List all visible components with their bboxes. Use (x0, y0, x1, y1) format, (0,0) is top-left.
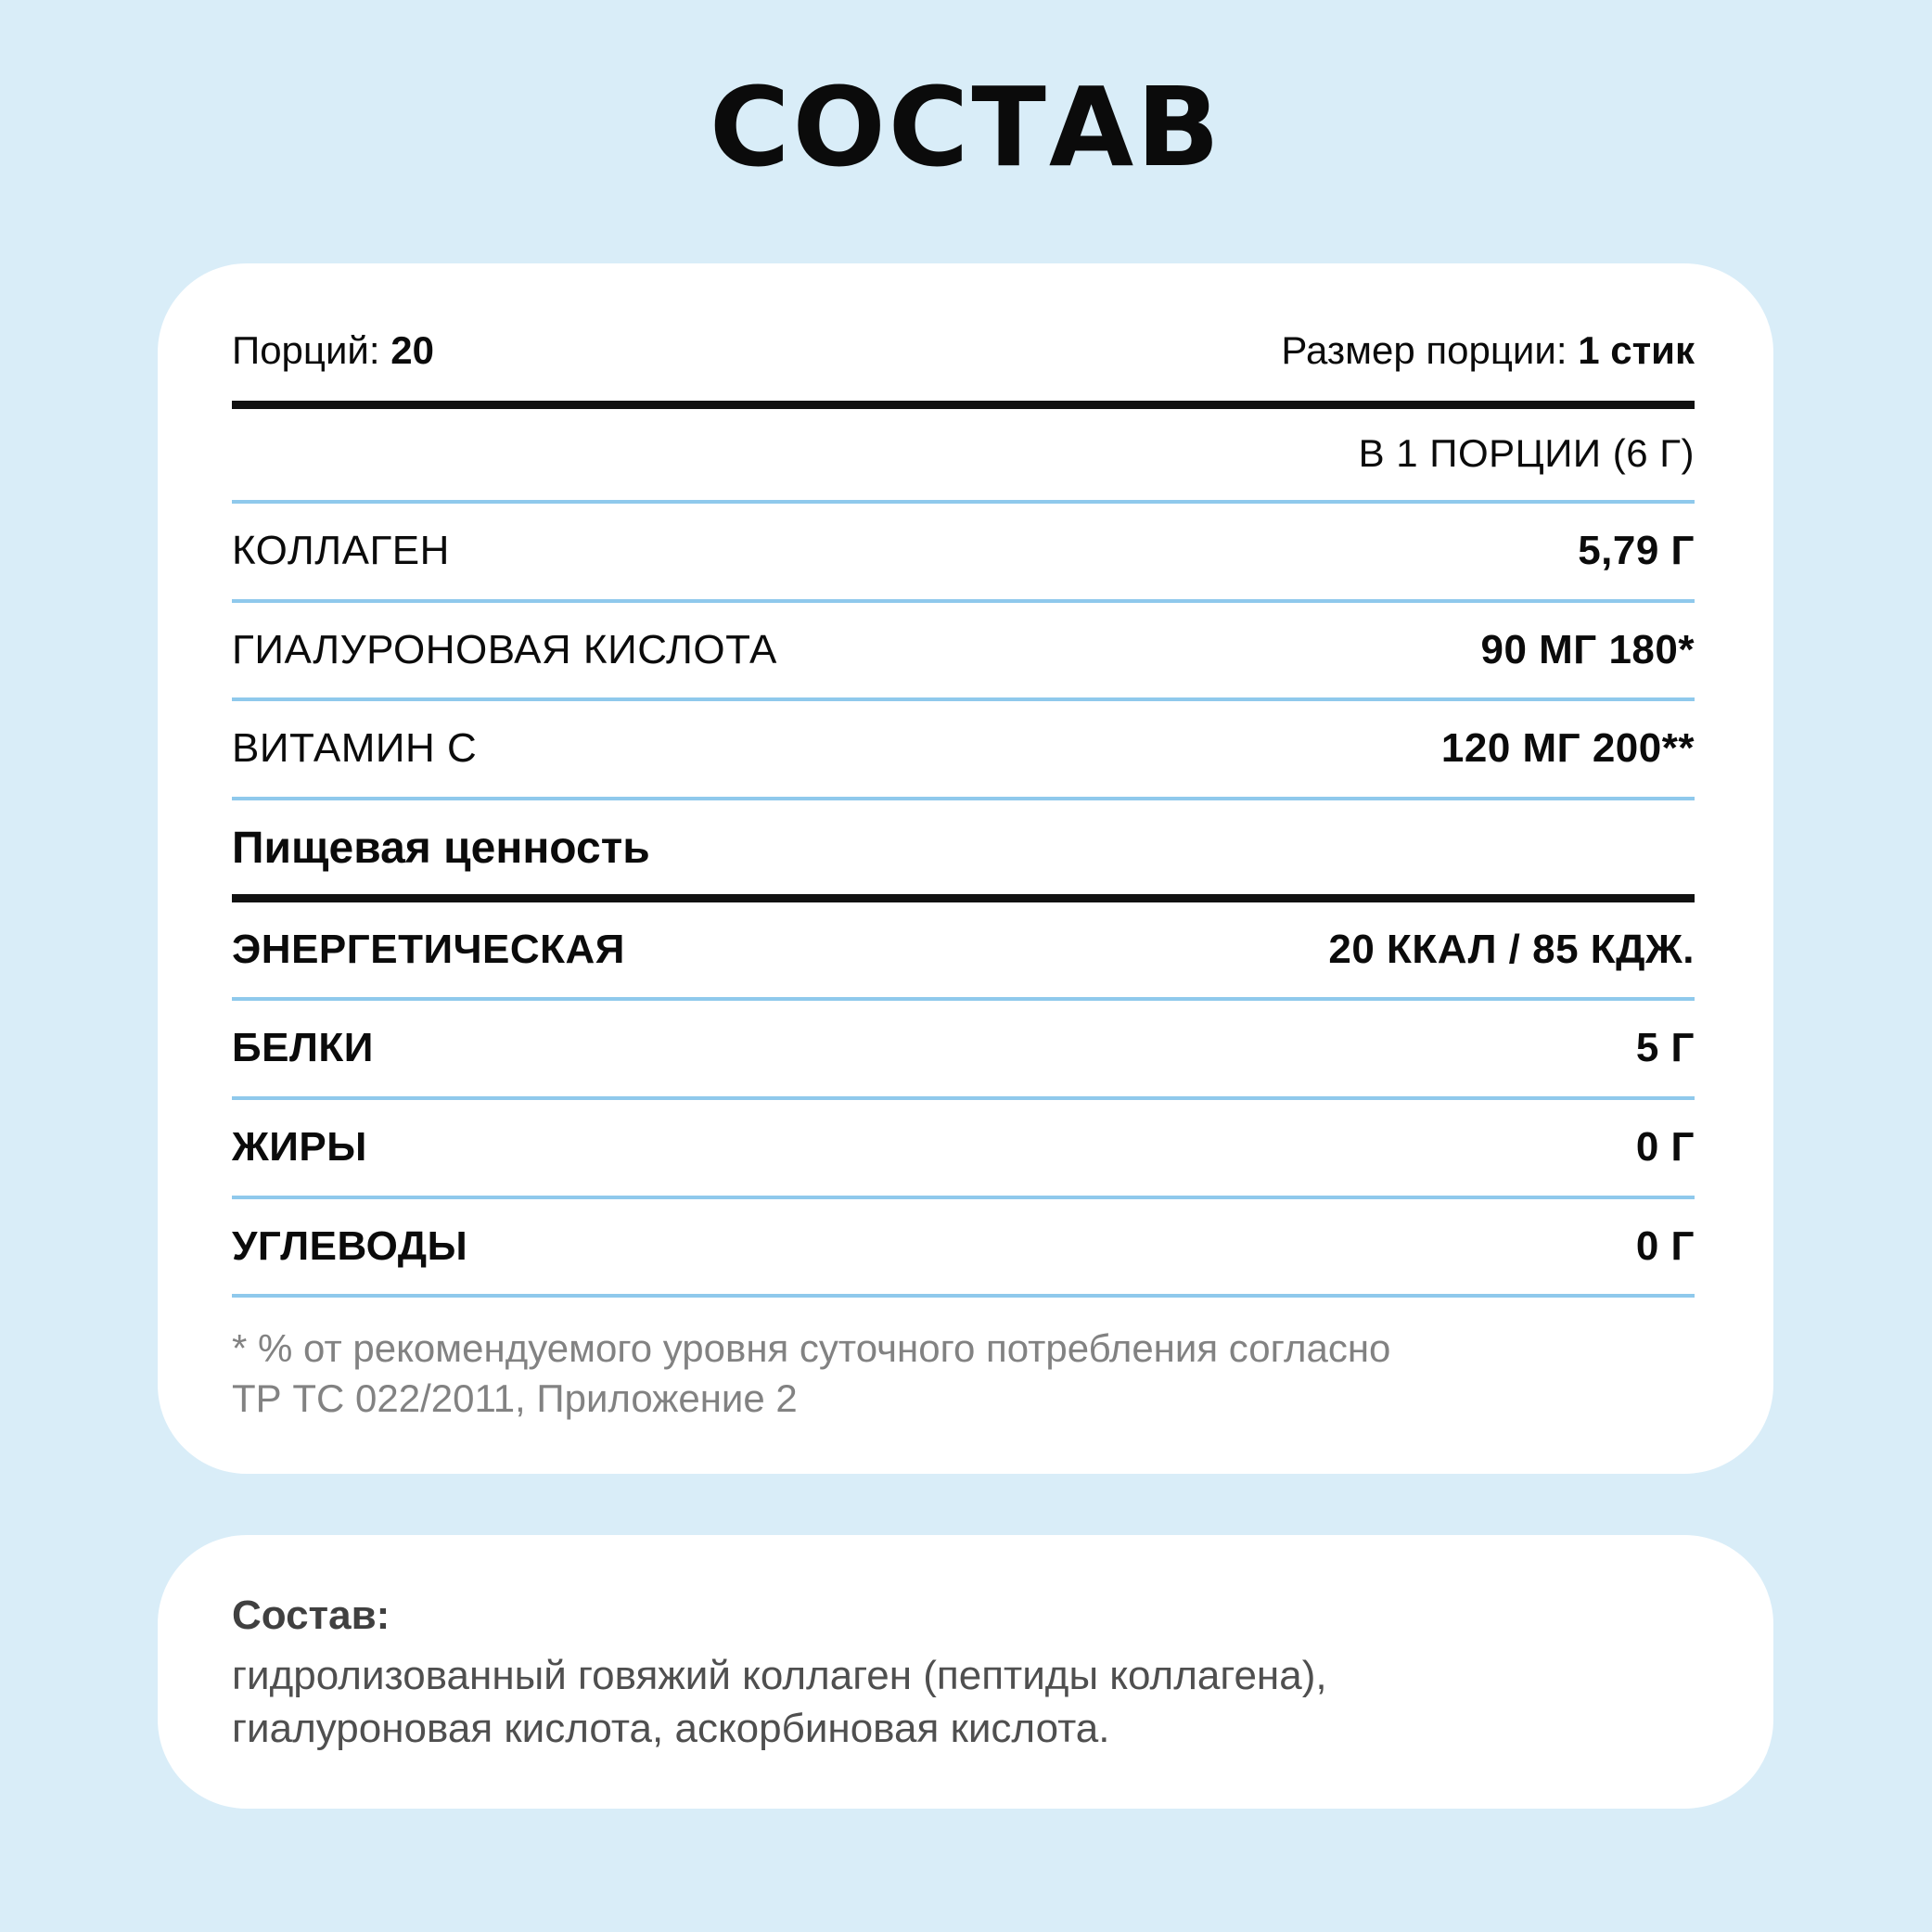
per-serving-header: В 1 ПОРЦИИ (6 Г) (1358, 431, 1695, 476)
servings-row (232, 328, 1695, 373)
row-label: ЭНЕРГЕТИЧЕСКАЯ (232, 926, 625, 972)
row-label: КОЛЛАГЕН (232, 528, 450, 574)
row-value: 5 Г (1635, 1025, 1695, 1071)
table-row-proteins (232, 1001, 1695, 1096)
servings-label: Порций: (232, 328, 380, 372)
divider-thin (232, 797, 1695, 800)
footnote-line: ТР ТС 022/2011, Приложение 2 (232, 1375, 798, 1420)
row-value: 90 МГ 180* (1480, 626, 1695, 672)
divider-thick-top (232, 401, 1695, 409)
nutrition-facts-card (158, 263, 1773, 1474)
divider-thick-nutrition (232, 894, 1695, 902)
nutrition-section-heading: Пищевая ценность (232, 824, 650, 874)
row-value: 120 МГ 200** (1440, 725, 1695, 772)
footnote-line: * % от рекомендуемого уровня суточного потребления согласно (232, 1326, 1391, 1371)
servings (232, 328, 434, 373)
composition-line: гиалуроновая кислота, аскорбиновая кислота. (232, 1706, 1110, 1752)
row-label: ГИАЛУРОНОВАЯ КИСЛОТА (232, 626, 777, 672)
table-row-energy (232, 902, 1695, 998)
serving-size (1281, 328, 1695, 373)
table-row-hyaluronic-acid (232, 603, 1695, 698)
composition-card (158, 1535, 1773, 1810)
row-label: ВИТАМИН С (232, 725, 478, 772)
row-value: 5,79 Г (1578, 528, 1695, 574)
composition-line: гидролизованный говяжий коллаген (пептиды коллагена), (232, 1653, 1327, 1699)
row-value: 0 Г (1635, 1124, 1695, 1171)
serving-size-label: Размер порции: (1281, 328, 1567, 372)
table-row-vitamin-c (232, 701, 1695, 797)
servings-value: 20 (390, 328, 434, 372)
serving-size-value: 1 стик (1578, 328, 1695, 372)
daily-value-footnote (232, 1324, 1695, 1423)
composition-text (232, 1649, 1695, 1755)
table-row-carbohydrates (232, 1199, 1695, 1295)
page-title: СОСТАВ (709, 63, 1223, 191)
row-value: 0 Г (1635, 1222, 1695, 1269)
row-label: УГЛЕВОДЫ (232, 1222, 468, 1269)
row-label: БЕЛКИ (232, 1025, 374, 1071)
divider-thin (232, 1294, 1695, 1298)
row-label: ЖИРЫ (232, 1124, 367, 1171)
table-row-collagen (232, 504, 1695, 599)
row-value: 20 ККАЛ / 85 КДЖ. (1328, 926, 1695, 972)
table-row-fats (232, 1100, 1695, 1196)
composition-heading: Состав: (232, 1592, 390, 1638)
